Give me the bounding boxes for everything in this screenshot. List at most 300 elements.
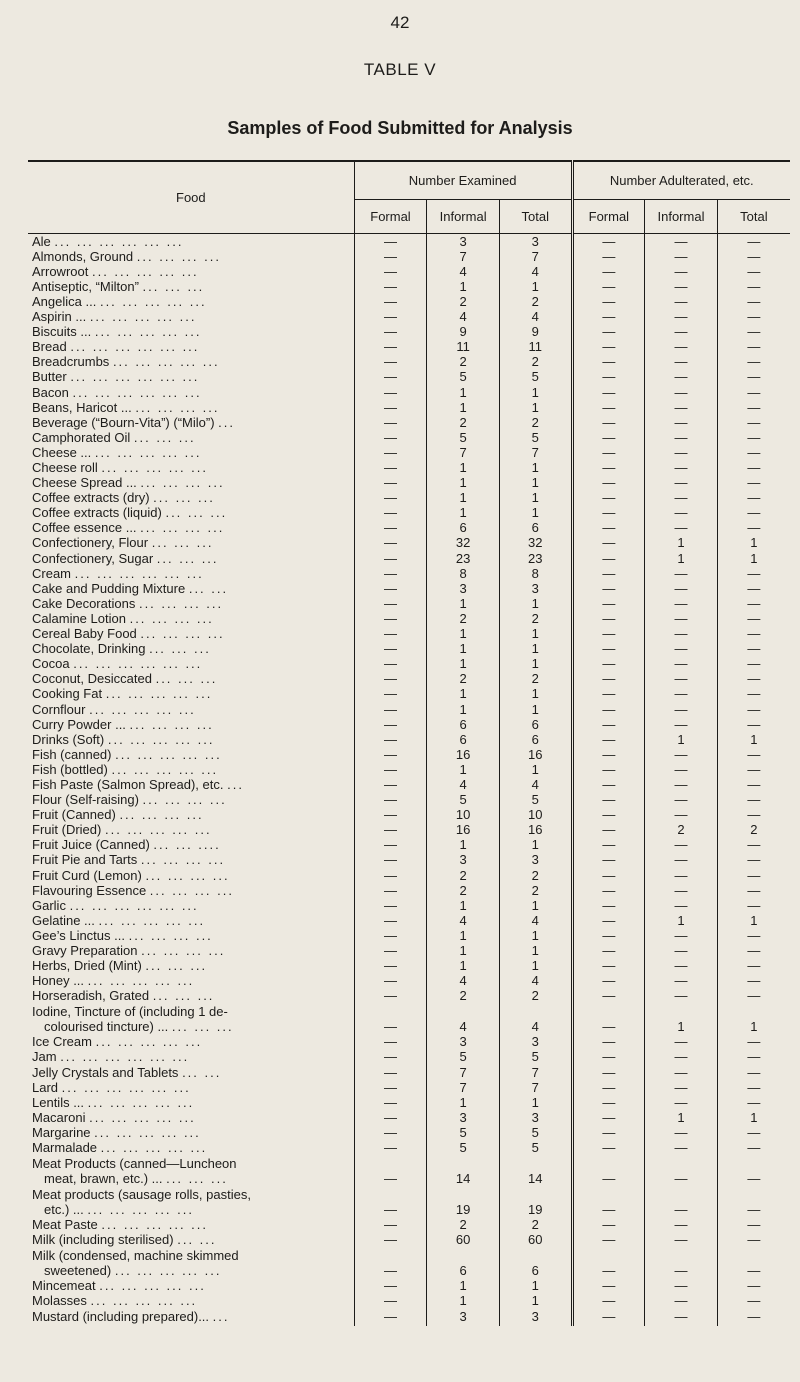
cell-adulterated-formal: — <box>572 249 645 264</box>
cell-examined-formal: — <box>354 430 427 445</box>
cell-adulterated-informal: — <box>645 1064 718 1079</box>
cell-adulterated-formal: — <box>572 445 645 460</box>
food-name: Cereal Baby Food <box>32 626 137 642</box>
column-header-adulterated-formal: Formal <box>572 199 645 233</box>
table-row <box>28 867 790 882</box>
table-row <box>28 1217 790 1232</box>
cell-adulterated-total: — <box>717 898 790 913</box>
table-row <box>28 1155 790 1186</box>
cell-examined-informal: 1 <box>427 626 500 641</box>
cell-examined-informal: 1 <box>427 1293 500 1308</box>
food-name-cell <box>28 1140 354 1155</box>
cell-examined-informal: 2 <box>427 867 500 882</box>
cell-examined-formal: — <box>354 973 427 988</box>
cell-examined-informal: 1 <box>427 898 500 913</box>
cell-examined-informal: 7 <box>427 1064 500 1079</box>
cell-examined-informal: 2 <box>427 988 500 1003</box>
cell-examined-informal: 1 <box>427 958 500 973</box>
food-name-cell <box>28 747 354 762</box>
table-row <box>28 852 790 867</box>
leader-dots: ... ... ... ... ... <box>104 822 212 838</box>
food-name: Molasses <box>32 1293 87 1309</box>
table-row <box>28 777 790 792</box>
leader-dots: ... ... ... ... <box>142 792 227 808</box>
cell-adulterated-total: 1 <box>717 550 790 565</box>
food-name-continuation: colourised tincture) ... <box>44 1019 169 1035</box>
cell-adulterated-informal: — <box>645 792 718 807</box>
cell-examined-formal: — <box>354 747 427 762</box>
leader-dots: ... ... ... ... ... <box>107 731 215 747</box>
cell-adulterated-formal: — <box>572 732 645 747</box>
cell-adulterated-formal: — <box>572 883 645 898</box>
leader-dots: ... ... ... ... ... <box>87 973 195 989</box>
food-name: Drinks (Soft) <box>32 731 105 747</box>
cell-adulterated-informal: — <box>645 686 718 701</box>
cell-adulterated-total: — <box>717 1064 790 1079</box>
cell-adulterated-formal: — <box>572 581 645 596</box>
cell-examined-total: 7 <box>499 445 572 460</box>
cell-examined-formal: — <box>354 641 427 656</box>
leader-dots: ... ... ... ... ... <box>94 324 202 340</box>
cell-examined-informal: 1 <box>427 701 500 716</box>
cell-adulterated-informal: — <box>645 837 718 852</box>
food-name-cell <box>28 1232 354 1247</box>
cell-adulterated-total: — <box>717 762 790 777</box>
cell-examined-total: 2 <box>499 415 572 430</box>
food-name-cell <box>28 732 354 747</box>
cell-adulterated-formal: — <box>572 535 645 550</box>
table-row <box>28 898 790 913</box>
table-row <box>28 354 790 369</box>
table-row <box>28 762 790 777</box>
food-name: Coffee extracts (dry) <box>32 490 150 506</box>
cell-adulterated-formal: — <box>572 913 645 928</box>
cell-adulterated-formal: — <box>572 415 645 430</box>
food-name: Cornflour <box>32 701 86 717</box>
leader-dots: ... ... ... ... ... <box>94 444 202 460</box>
cell-adulterated-formal: — <box>572 369 645 384</box>
table-row <box>28 1140 790 1155</box>
column-group-examined: Number Examined <box>354 161 572 199</box>
leader-dots: ... ... ... ... ... <box>114 1263 222 1279</box>
cell-adulterated-informal: — <box>645 656 718 671</box>
cell-examined-informal: 1 <box>427 762 500 777</box>
cell-examined-total: 16 <box>499 822 572 837</box>
cell-adulterated-informal: — <box>645 294 718 309</box>
cell-examined-informal: 4 <box>427 777 500 792</box>
food-name-cell <box>28 641 354 656</box>
cell-examined-formal: — <box>354 1110 427 1125</box>
food-name-cell <box>28 1308 354 1325</box>
cell-examined-informal: 1 <box>427 384 500 399</box>
leader-dots: ... ... ... ... ... <box>90 1293 198 1309</box>
cell-adulterated-informal: — <box>645 747 718 762</box>
cell-examined-total: 1 <box>499 943 572 958</box>
food-name: Gee’s Linctus ... <box>32 927 125 943</box>
cell-examined-total: 1 <box>499 641 572 656</box>
cell-adulterated-formal: — <box>572 641 645 656</box>
table-row <box>28 233 790 249</box>
column-header-food: Food <box>28 161 354 233</box>
food-name-continuation: meat, brawn, etc.) ... <box>44 1171 163 1187</box>
cell-examined-informal: 3 <box>427 852 500 867</box>
food-name: Cheese Spread ... <box>32 475 137 491</box>
cell-adulterated-informal: — <box>645 777 718 792</box>
cell-adulterated-formal: — <box>572 384 645 399</box>
food-name-cell <box>28 535 354 550</box>
food-name-cell <box>28 475 354 490</box>
cell-examined-informal: 4 <box>427 264 500 279</box>
cell-examined-formal: — <box>354 792 427 807</box>
cell-adulterated-informal: — <box>645 309 718 324</box>
cell-adulterated-total: — <box>717 339 790 354</box>
food-name: Fruit Juice (Canned) <box>32 837 150 853</box>
cell-examined-formal: — <box>354 264 427 279</box>
food-name: Macaroni <box>32 1109 86 1125</box>
table-row <box>28 973 790 988</box>
cell-adulterated-informal: — <box>645 460 718 475</box>
cell-adulterated-total: — <box>717 354 790 369</box>
cell-adulterated-formal: — <box>572 430 645 445</box>
cell-adulterated-total: — <box>717 792 790 807</box>
cell-adulterated-formal: — <box>572 837 645 852</box>
cell-adulterated-total: — <box>717 581 790 596</box>
table-row <box>28 596 790 611</box>
cell-adulterated-total: — <box>717 475 790 490</box>
column-header-examined-formal: Formal <box>354 199 427 233</box>
food-name-cell <box>28 973 354 988</box>
cell-adulterated-total: — <box>717 1247 790 1278</box>
table-row <box>28 1049 790 1064</box>
cell-examined-informal: 9 <box>427 324 500 339</box>
cell-adulterated-total: — <box>717 249 790 264</box>
cell-examined-informal: 5 <box>427 1049 500 1064</box>
cell-examined-total: 1 <box>499 958 572 973</box>
table-row <box>28 324 790 339</box>
cell-examined-formal: — <box>354 596 427 611</box>
food-name: Mustard (including prepared)... <box>32 1308 210 1324</box>
cell-examined-informal: 8 <box>427 566 500 581</box>
food-name: Camphorated Oil <box>32 429 131 445</box>
food-name: Coffee essence ... <box>32 520 137 536</box>
cell-examined-informal: 3 <box>427 1110 500 1125</box>
cell-examined-informal: 5 <box>427 792 500 807</box>
food-name: Beverage (“Bourn-Vita”) (“Milo”) <box>32 414 215 430</box>
cell-adulterated-informal: — <box>645 671 718 686</box>
cell-adulterated-total: — <box>717 747 790 762</box>
food-name-cell <box>28 867 354 882</box>
cell-examined-informal: 1 <box>427 475 500 490</box>
cell-examined-total: 1 <box>499 490 572 505</box>
food-name-cell <box>28 958 354 973</box>
leader-dots: ... ... ... ... ... <box>91 263 199 279</box>
cell-examined-total: 23 <box>499 550 572 565</box>
food-name: Horseradish, Grated <box>32 988 150 1004</box>
leader-dots: ... ... ... ... ... <box>89 309 197 325</box>
cell-adulterated-formal: — <box>572 475 645 490</box>
food-name-cell <box>28 400 354 415</box>
cell-examined-informal: 4 <box>427 973 500 988</box>
cell-adulterated-informal: — <box>645 1308 718 1325</box>
food-name: Ale <box>32 233 51 249</box>
food-name-cell <box>28 505 354 520</box>
cell-examined-total: 1 <box>499 762 572 777</box>
food-name-cell <box>28 1034 354 1049</box>
cell-adulterated-formal: — <box>572 943 645 958</box>
leader-dots: ... ... ... ... ... <box>105 686 213 702</box>
food-name-cell <box>28 837 354 852</box>
food-name: Coffee extracts (liquid) <box>32 505 162 521</box>
cell-adulterated-informal: — <box>645 717 718 732</box>
table-row <box>28 943 790 958</box>
cell-examined-formal: — <box>354 883 427 898</box>
food-name-cell <box>28 883 354 898</box>
cell-adulterated-total: — <box>717 1140 790 1155</box>
leader-dots: ... ... ... ... <box>136 248 221 264</box>
cell-adulterated-informal: — <box>645 1049 718 1064</box>
cell-examined-total: 4 <box>499 777 572 792</box>
cell-adulterated-formal: — <box>572 400 645 415</box>
cell-examined-formal: — <box>354 762 427 777</box>
cell-examined-informal: 1 <box>427 928 500 943</box>
cell-adulterated-informal: — <box>645 1293 718 1308</box>
cell-examined-total: 7 <box>499 1080 572 1095</box>
food-name-cell <box>28 490 354 505</box>
food-name-cell <box>28 792 354 807</box>
cell-examined-total: 14 <box>499 1155 572 1186</box>
cell-examined-total: 11 <box>499 339 572 354</box>
table-row <box>28 913 790 928</box>
cell-adulterated-total: — <box>717 1125 790 1140</box>
cell-adulterated-formal: — <box>572 324 645 339</box>
cell-adulterated-formal: — <box>572 1140 645 1155</box>
food-name-cell <box>28 898 354 913</box>
cell-examined-formal: — <box>354 415 427 430</box>
leader-dots: ... ... ... <box>166 1171 228 1187</box>
table-row <box>28 958 790 973</box>
leader-dots: ... ... ... ... <box>135 399 220 415</box>
cell-adulterated-total: — <box>717 309 790 324</box>
column-header-examined-informal: Informal <box>427 199 500 233</box>
table-title: Samples of Food Submitted for Analysis <box>227 118 573 138</box>
leader-dots: ... ... ... ... ... <box>100 1140 208 1156</box>
cell-examined-informal: 2 <box>427 415 500 430</box>
cell-adulterated-informal: — <box>645 988 718 1003</box>
cell-examined-informal: 10 <box>427 807 500 822</box>
cell-examined-formal: — <box>354 490 427 505</box>
cell-examined-formal: — <box>354 732 427 747</box>
cell-adulterated-formal: — <box>572 656 645 671</box>
food-name: Iodine, Tincture of (including 1 de- <box>32 1004 228 1020</box>
table-row <box>28 1186 790 1217</box>
cell-adulterated-formal: — <box>572 867 645 882</box>
table-row <box>28 1278 790 1293</box>
column-header-adulterated-total: Total <box>717 199 790 233</box>
cell-adulterated-informal: — <box>645 1140 718 1155</box>
cell-adulterated-informal: — <box>645 701 718 716</box>
food-name-cell <box>28 596 354 611</box>
cell-adulterated-total: — <box>717 973 790 988</box>
cell-examined-informal: 2 <box>427 671 500 686</box>
cell-examined-total: 32 <box>499 535 572 550</box>
leader-dots: ... ... .... <box>153 837 221 853</box>
cell-adulterated-total: — <box>717 641 790 656</box>
cell-adulterated-formal: — <box>572 233 645 249</box>
food-name: Aspirin ... <box>32 309 87 325</box>
cell-adulterated-informal: — <box>645 400 718 415</box>
table-row <box>28 566 790 581</box>
cell-adulterated-total: — <box>717 1308 790 1325</box>
food-name: Curry Powder ... <box>32 716 126 732</box>
food-name-cell <box>28 339 354 354</box>
cell-examined-formal: — <box>354 1232 427 1247</box>
cell-examined-formal: — <box>354 867 427 882</box>
cell-adulterated-total: — <box>717 415 790 430</box>
cell-examined-informal: 19 <box>427 1186 500 1217</box>
cell-adulterated-informal: — <box>645 1125 718 1140</box>
food-name-cell <box>28 822 354 837</box>
cell-adulterated-total: — <box>717 430 790 445</box>
food-name-cell <box>28 656 354 671</box>
cell-examined-total: 5 <box>499 1125 572 1140</box>
food-name: Herbs, Dried (Mint) <box>32 958 142 974</box>
table-label: TABLE V <box>363 60 437 79</box>
cell-examined-formal: — <box>354 1308 427 1325</box>
cell-adulterated-formal: — <box>572 1080 645 1095</box>
cell-adulterated-total: — <box>717 1034 790 1049</box>
cell-adulterated-total: — <box>717 837 790 852</box>
food-name-cell <box>28 626 354 641</box>
cell-adulterated-formal: — <box>572 1217 645 1232</box>
food-name-cell <box>28 807 354 822</box>
cell-adulterated-informal: — <box>645 475 718 490</box>
food-name: Butter <box>32 369 67 385</box>
table-row <box>28 807 790 822</box>
cell-examined-formal: — <box>354 1293 427 1308</box>
leader-dots: ... ... ... ... ... <box>89 1109 196 1125</box>
cell-examined-total: 3 <box>499 852 572 867</box>
leader-dots: ... <box>218 414 235 430</box>
food-name-cell <box>28 1278 354 1293</box>
table-row <box>28 822 790 837</box>
cell-examined-total: 3 <box>499 1110 572 1125</box>
leader-dots: ... ... ... ... ... ... <box>61 1079 191 1095</box>
leader-dots: ... ... ... ... <box>149 882 234 898</box>
cell-adulterated-total: — <box>717 717 790 732</box>
food-name-cell <box>28 1064 354 1079</box>
leader-dots: ... ... <box>177 1232 217 1248</box>
cell-adulterated-informal: — <box>645 958 718 973</box>
cell-adulterated-informal: — <box>645 596 718 611</box>
leader-dots: ... ... ... <box>156 550 219 566</box>
cell-examined-total: 3 <box>499 1034 572 1049</box>
leader-dots: ... ... ... <box>133 429 196 445</box>
cell-adulterated-total: — <box>717 928 790 943</box>
cell-examined-formal: — <box>354 852 427 867</box>
food-name: Confectionery, Flour <box>32 535 149 551</box>
cell-adulterated-informal: — <box>645 384 718 399</box>
cell-adulterated-informal: — <box>645 233 718 249</box>
cell-examined-informal: 2 <box>427 294 500 309</box>
cell-adulterated-formal: — <box>572 762 645 777</box>
leader-dots: ... ... ... ... ... ... <box>69 897 199 913</box>
table-row <box>28 1080 790 1095</box>
cell-examined-total: 1 <box>499 837 572 852</box>
cell-adulterated-formal: — <box>572 354 645 369</box>
cell-adulterated-formal: — <box>572 898 645 913</box>
cell-adulterated-total: — <box>717 400 790 415</box>
table-row <box>28 641 790 656</box>
cell-examined-informal: 14 <box>427 1155 500 1186</box>
cell-examined-formal: — <box>354 279 427 294</box>
cell-adulterated-total: — <box>717 671 790 686</box>
food-name: Fish (bottled) <box>32 761 108 777</box>
cell-examined-informal: 6 <box>427 520 500 535</box>
cell-examined-formal: — <box>354 550 427 565</box>
cell-examined-informal: 1 <box>427 686 500 701</box>
cell-examined-total: 3 <box>499 581 572 596</box>
food-name-continuation: etc.) ... <box>44 1202 84 1218</box>
cell-examined-informal: 3 <box>427 1034 500 1049</box>
cell-adulterated-formal: — <box>572 626 645 641</box>
table-row <box>28 686 790 701</box>
food-name: Milk (condensed, machine skimmed <box>32 1248 239 1264</box>
cell-examined-informal: 1 <box>427 943 500 958</box>
cell-examined-informal: 5 <box>427 1140 500 1155</box>
cell-adulterated-total: — <box>717 958 790 973</box>
leader-dots: ... ... ... ... <box>145 867 230 883</box>
table-row <box>28 1247 790 1278</box>
cell-adulterated-total: 1 <box>717 1110 790 1125</box>
cell-adulterated-informal: 2 <box>645 822 718 837</box>
leader-dots: ... ... ... ... ... <box>94 1124 201 1140</box>
food-name: Coconut, Desiccated <box>32 671 152 687</box>
cell-examined-total: 3 <box>499 233 572 249</box>
cell-examined-total: 2 <box>499 883 572 898</box>
cell-examined-informal: 16 <box>427 822 500 837</box>
food-name-cell <box>28 1080 354 1095</box>
page-number: 42 <box>390 13 410 32</box>
food-name: Fruit Pie and Tarts <box>32 852 138 868</box>
cell-adulterated-formal: — <box>572 822 645 837</box>
leader-dots: ... ... ... ... ... <box>87 1094 195 1110</box>
cell-adulterated-total: — <box>717 520 790 535</box>
cell-adulterated-formal: — <box>572 852 645 867</box>
food-name-cell <box>28 1247 354 1278</box>
cell-examined-total: 10 <box>499 807 572 822</box>
cell-examined-formal: — <box>354 988 427 1003</box>
cell-examined-total: 16 <box>499 747 572 762</box>
cell-examined-formal: — <box>354 626 427 641</box>
food-name: Fish (canned) <box>32 746 112 762</box>
cell-examined-informal: 4 <box>427 1003 500 1034</box>
leader-dots: ... <box>227 776 244 792</box>
cell-examined-total: 5 <box>499 369 572 384</box>
cell-examined-total: 6 <box>499 520 572 535</box>
food-name: Fruit Curd (Lemon) <box>32 867 142 883</box>
cell-examined-informal: 16 <box>427 747 500 762</box>
table-row <box>28 279 790 294</box>
cell-adulterated-informal: — <box>645 883 718 898</box>
food-name-cell <box>28 1049 354 1064</box>
cell-examined-formal: — <box>354 943 427 958</box>
cell-examined-formal: — <box>354 656 427 671</box>
food-name-cell <box>28 686 354 701</box>
cell-examined-formal: — <box>354 520 427 535</box>
cell-adulterated-total: — <box>717 1217 790 1232</box>
cell-adulterated-informal: — <box>645 369 718 384</box>
cell-adulterated-total: — <box>717 1293 790 1308</box>
